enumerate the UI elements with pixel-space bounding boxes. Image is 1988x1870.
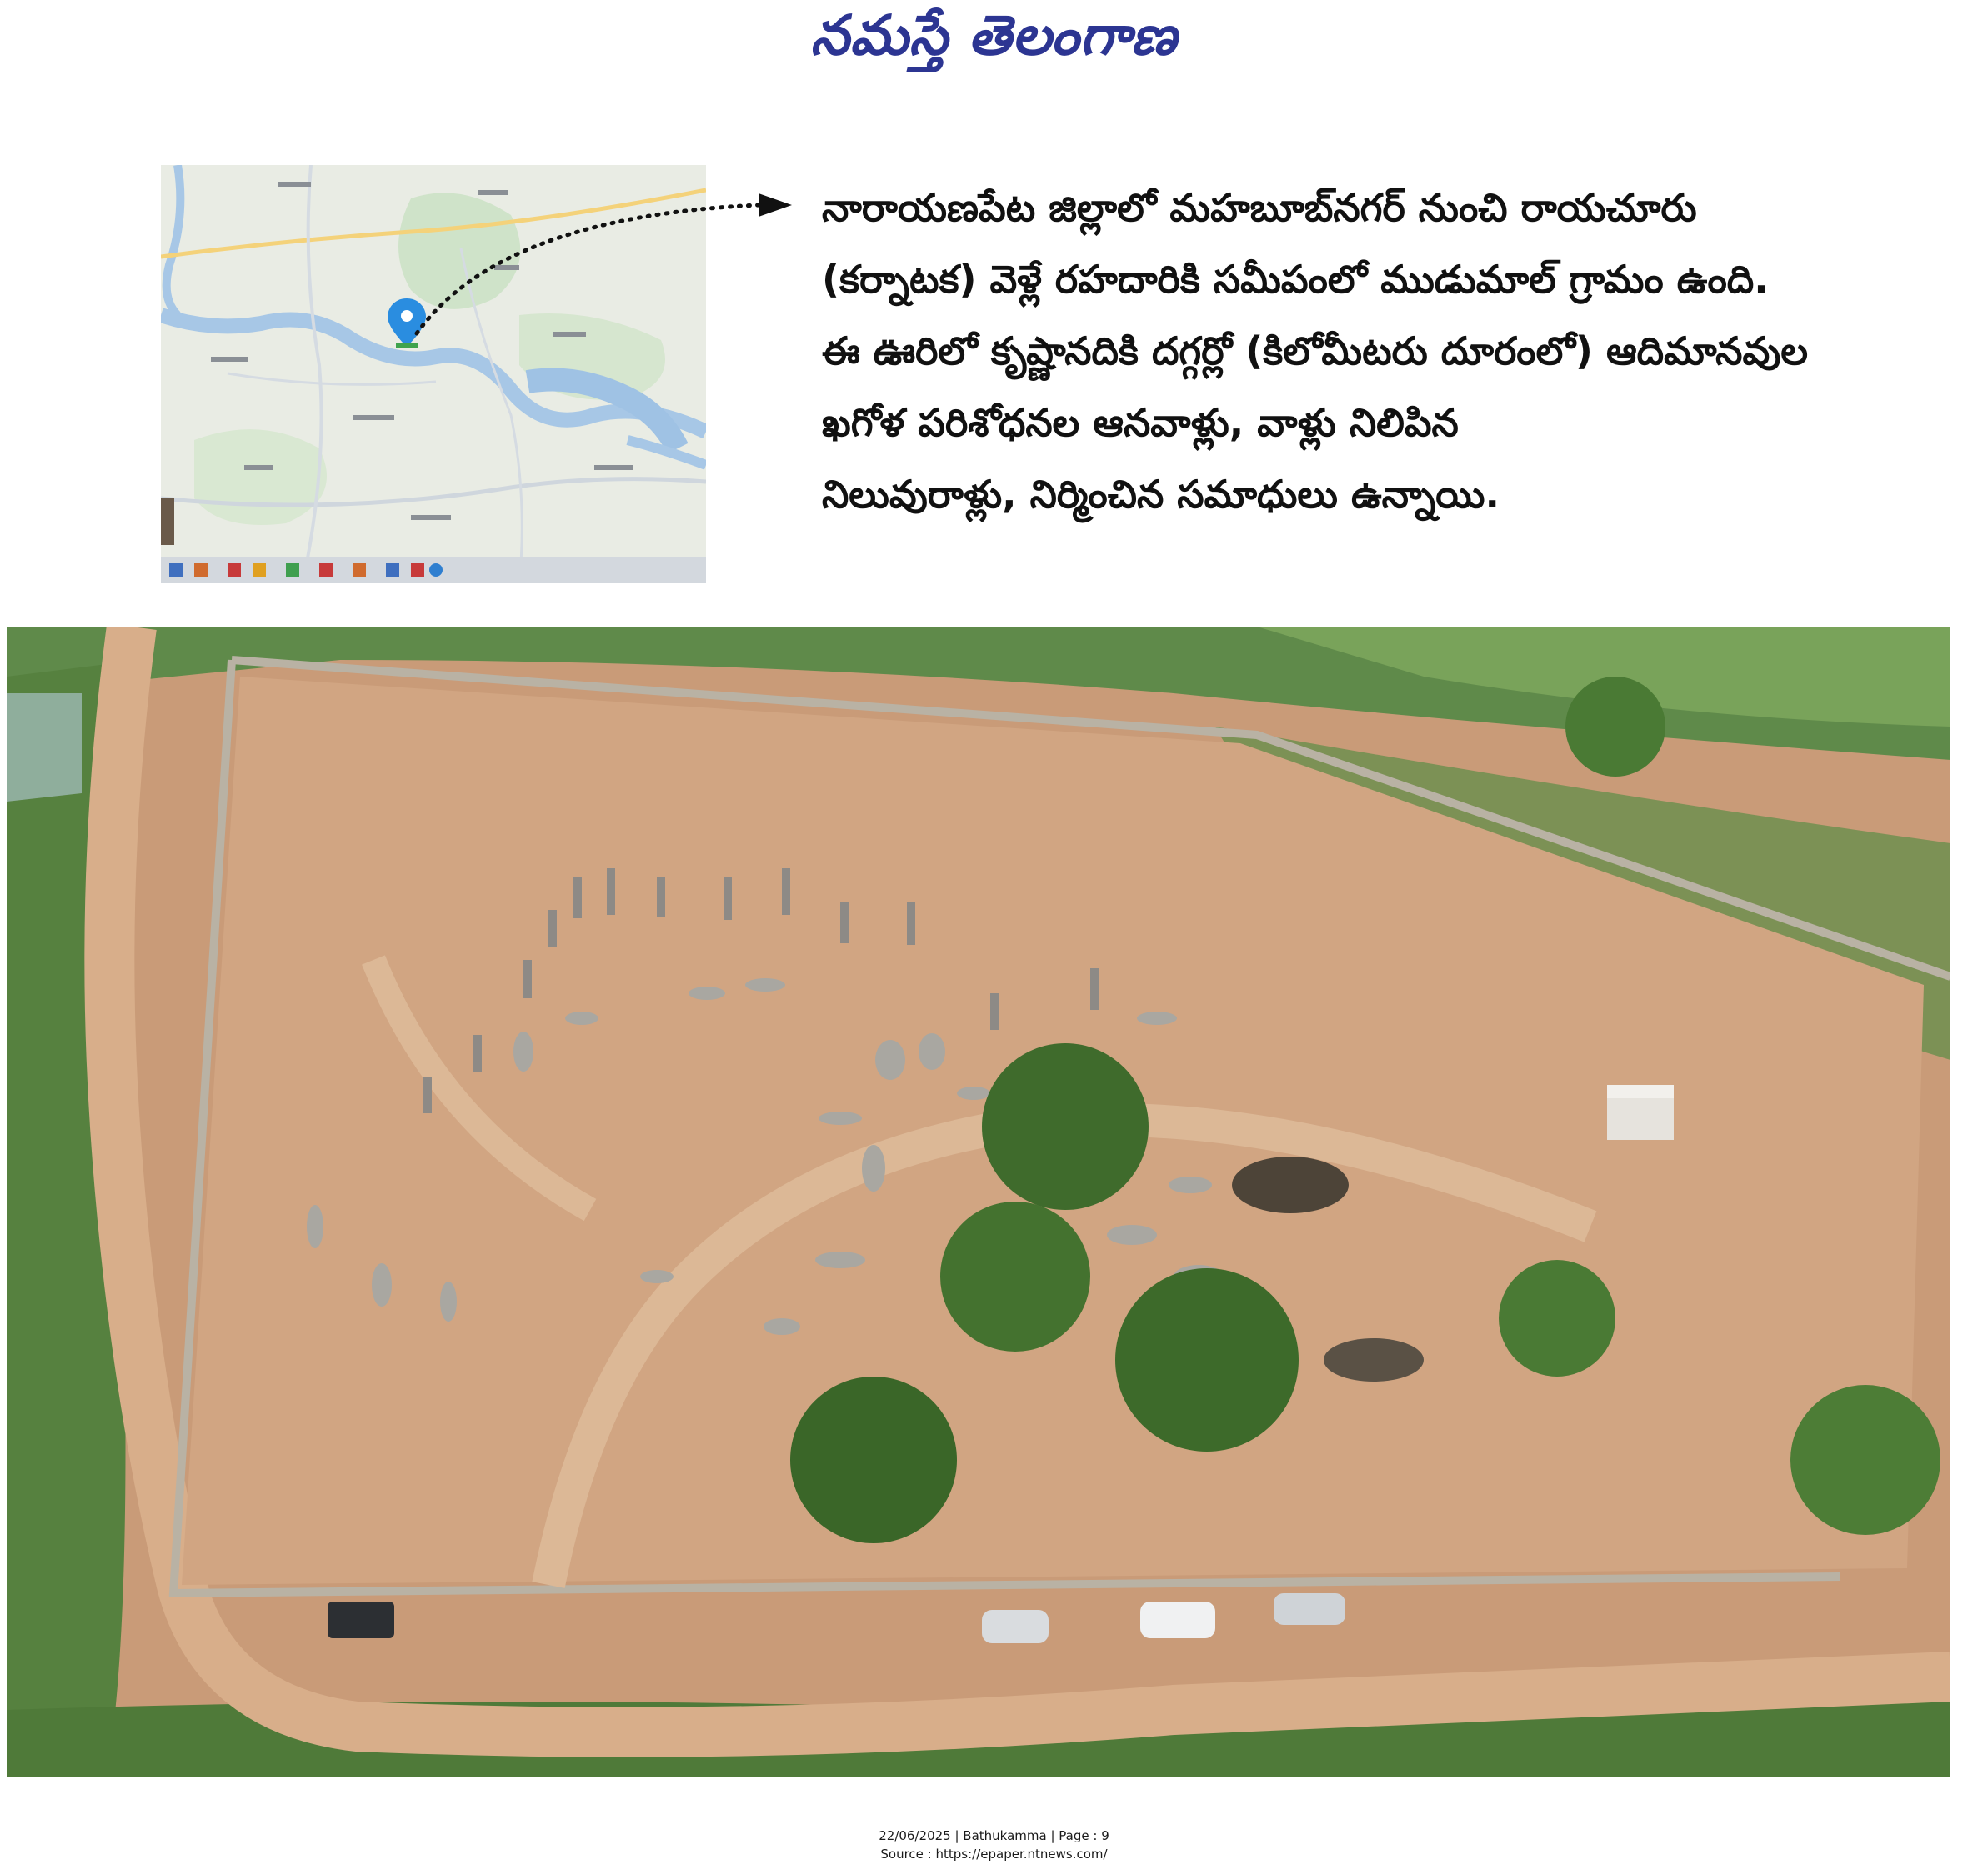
article-paragraph	[822, 172, 1972, 530]
footer-source: Source : https://epaper.ntnews.com/	[880, 1847, 1108, 1862]
aerial-photo-megalithic-site	[7, 627, 1950, 1777]
article-line: ఈ ఊరిలో కృష్ణానదికి దగ్గర్లో (కిలోమీటరు దూరంలో) ఆదిమానవుల	[822, 328, 1808, 373]
newspaper-masthead: నమస్తే తెలంగాణ	[810, 2, 1178, 68]
article-line: నారాయణపేట జిల్లాలో మహబూబ్‌నగర్ నుంచి రాయచూరు	[822, 185, 1697, 230]
article-line: నిలువురాళ్లు, నిర్మించిన సమాధులు ఉన్నాయి.	[822, 472, 1500, 517]
article-line: (కర్నాటక) వెళ్లే రహదారికి సమీపంలో ముడుమాల్ గ్రామం ఉంది.	[822, 257, 1769, 302]
dotted-arrow	[400, 167, 800, 367]
page-footer	[0, 1827, 1988, 1863]
footer-date-edition: 22/06/2025 | Bathukamma | Page : 9	[879, 1828, 1109, 1843]
article-line: ఖగోళ పరిశోధనల ఆనవాళ్లు, వాళ్లు నిలిపిన	[822, 400, 1459, 445]
aerial-photo-graphic	[7, 627, 1950, 1777]
